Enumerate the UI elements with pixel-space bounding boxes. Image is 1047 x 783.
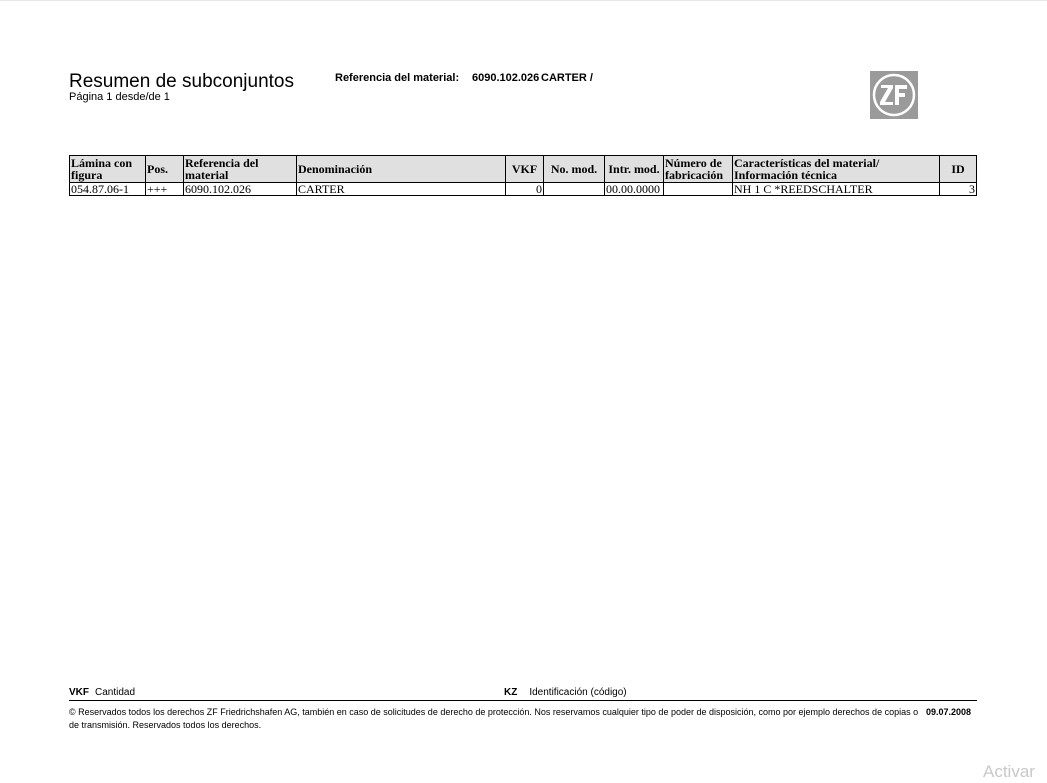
col-header-id: ID — [940, 156, 977, 183]
col-header-lamina: Lámina con figura — [70, 156, 146, 183]
cell-lamina: 054.87.06-1 — [70, 183, 146, 196]
table-header-row — [70, 156, 977, 183]
copyright-notice: © Reservados todos los derechos ZF Friedrichshafen AG, también en caso de solicitudes de derecho de protección. Nos reservamos cualquier tipo de poder de disposición, como por ejemplo derechos de copias o de transmisión. Reservados todos los derechos. — [69, 707, 919, 730]
activation-watermark: Activar — [983, 762, 1035, 781]
legend-vkf-key: VKF — [69, 687, 89, 698]
footer-divider — [69, 700, 977, 701]
table-row — [70, 183, 977, 196]
legend-kz-key: KZ — [504, 687, 518, 698]
col-header-no-mod: No. mod. — [544, 156, 605, 183]
top-divider — [0, 0, 1047, 1]
cell-numero-fabricacion — [664, 183, 733, 196]
cell-intr-mod: 00.00.0000 — [605, 183, 664, 196]
zf-logo-icon — [870, 71, 918, 119]
cell-referencia: 6090.102.026 — [184, 183, 297, 196]
cell-pos: +++ — [146, 183, 184, 196]
cell-caracteristicas: NH 1 C *REEDSCHALTER — [733, 183, 940, 196]
document-title: Resumen de subconjuntos — [69, 71, 294, 92]
reference-label: Referencia del material: — [335, 72, 460, 84]
legend-vkf-value: Cantidad — [95, 687, 136, 698]
cell-no-mod — [544, 183, 605, 196]
cell-vkf: 0 — [506, 183, 544, 196]
reference-name: CARTER / — [541, 72, 593, 84]
col-header-intr-mod: Intr. mod. — [605, 156, 664, 183]
legend-kz-value: Identificación (código) — [529, 687, 627, 698]
cell-id: 3 — [940, 183, 977, 196]
legend-vkf — [69, 687, 135, 699]
col-header-pos: Pos. — [146, 156, 184, 183]
cell-denominacion: CARTER — [297, 183, 506, 196]
col-header-referencia: Referencia del material — [184, 156, 297, 183]
col-header-numero-fabricacion: Número de fabricación — [664, 156, 733, 183]
legend-kz — [504, 687, 627, 699]
zf-logo — [870, 71, 918, 119]
reference-value: 6090.102.026 — [472, 72, 540, 84]
col-header-vkf: VKF — [506, 156, 544, 183]
subassembly-table — [69, 155, 977, 196]
col-header-denominacion: Denominación — [297, 156, 506, 183]
page-indicator: Página 1 desde/de 1 — [69, 91, 170, 103]
document-date: 09.07.2008 — [926, 707, 972, 717]
col-header-caracteristicas: Características del material/ Información técnica — [733, 156, 940, 183]
